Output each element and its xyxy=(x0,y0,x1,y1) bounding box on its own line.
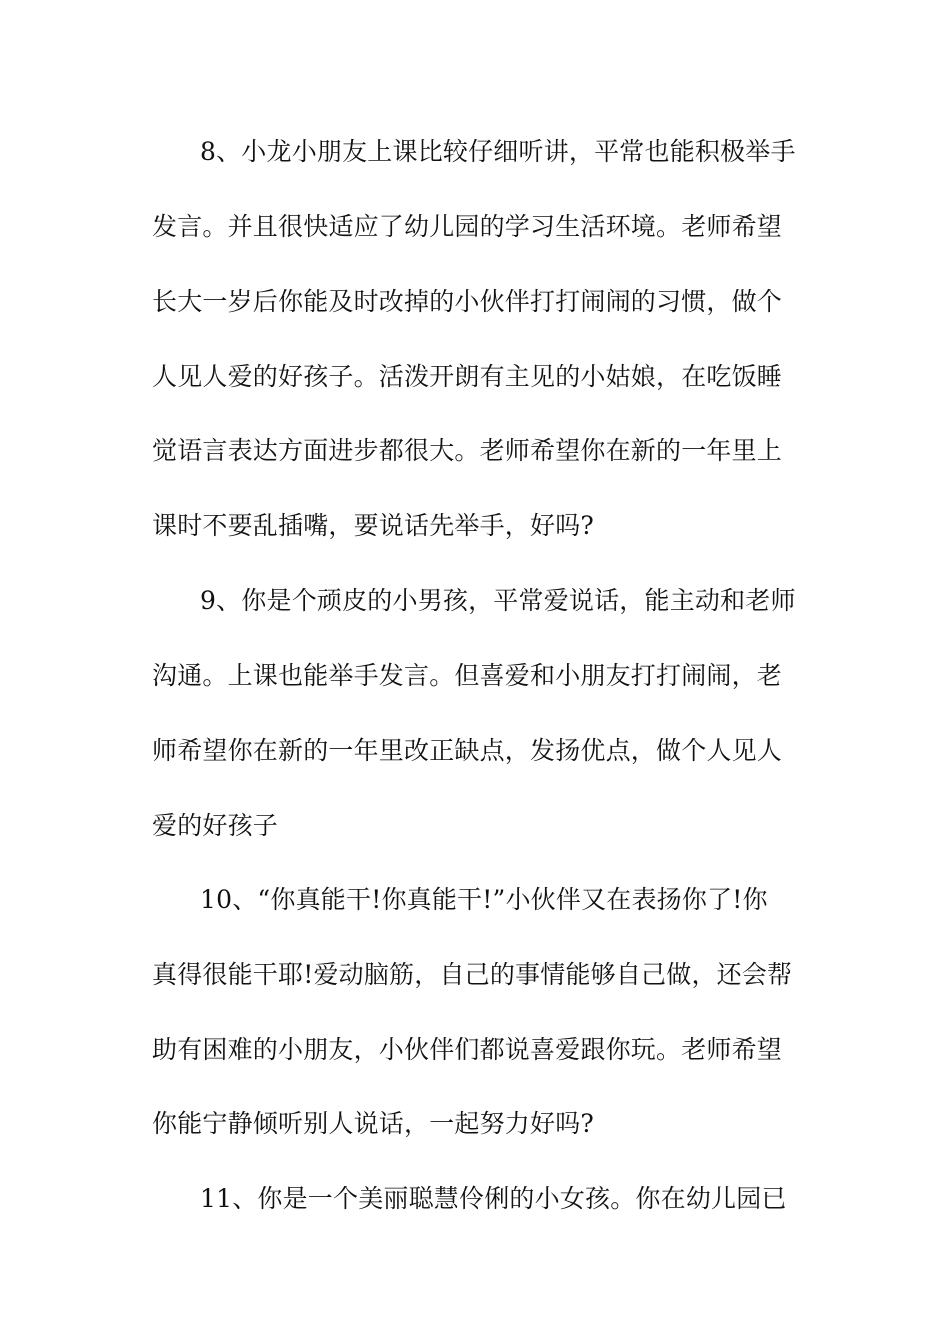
paragraph-10-line-4: 你能宁静倾听别人说话，一起努力好吗? xyxy=(152,1109,595,1138)
paragraph-8-line-5: 觉语言表达方面进步都很大。老师希望你在新的一年里上 xyxy=(152,436,783,465)
paragraph-8-line-4: 人见人爱的好孩子。活泼开朗有主见的小姑娘，在吃饭睡 xyxy=(152,362,783,391)
paragraph-11-line-1: 11、你是一个美丽聪慧伶俐的小女孩。你在幼儿园已 xyxy=(200,1184,787,1213)
paragraph-9-line-4: 爱的好孩子 xyxy=(152,811,279,840)
paragraph-9-line-2: 沟通。上课也能举手发言。但喜爱和小朋友打打闹闹，老 xyxy=(152,661,783,690)
paragraph-10-line-3: 助有困难的小朋友，小伙伴们都说喜爱跟你玩。老师希望 xyxy=(152,1035,783,1064)
paragraph-8-line-3: 长大一岁后你能及时改掉的小伙伴打打闹闹的习惯，做个 xyxy=(152,287,783,316)
paragraph-10-line-1: 10、“你真能干!你真能干!”小伙伴又在表扬你了!你 xyxy=(200,885,768,914)
paragraph-8-line-6: 课时不要乱插嘴，要说话先举手，好吗? xyxy=(152,511,595,540)
paragraph-9-line-1: 9、你是个顽皮的小男孩，平常爱说话，能主动和老师 xyxy=(200,586,796,615)
paragraph-9-line-3: 师希望你在新的一年里改正缺点，发扬优点，做个人见人 xyxy=(152,736,783,765)
paragraph-8-line-2: 发言。并且很快适应了幼儿园的学习生活环境。老师希望 xyxy=(152,212,783,241)
paragraph-8-line-1: 8、小龙小朋友上课比较仔细听讲，平常也能积极举手 xyxy=(200,137,796,166)
paragraph-10-line-2: 真得很能干耶!爱动脑筋，自己的事情能够自己做，还会帮 xyxy=(152,960,793,989)
